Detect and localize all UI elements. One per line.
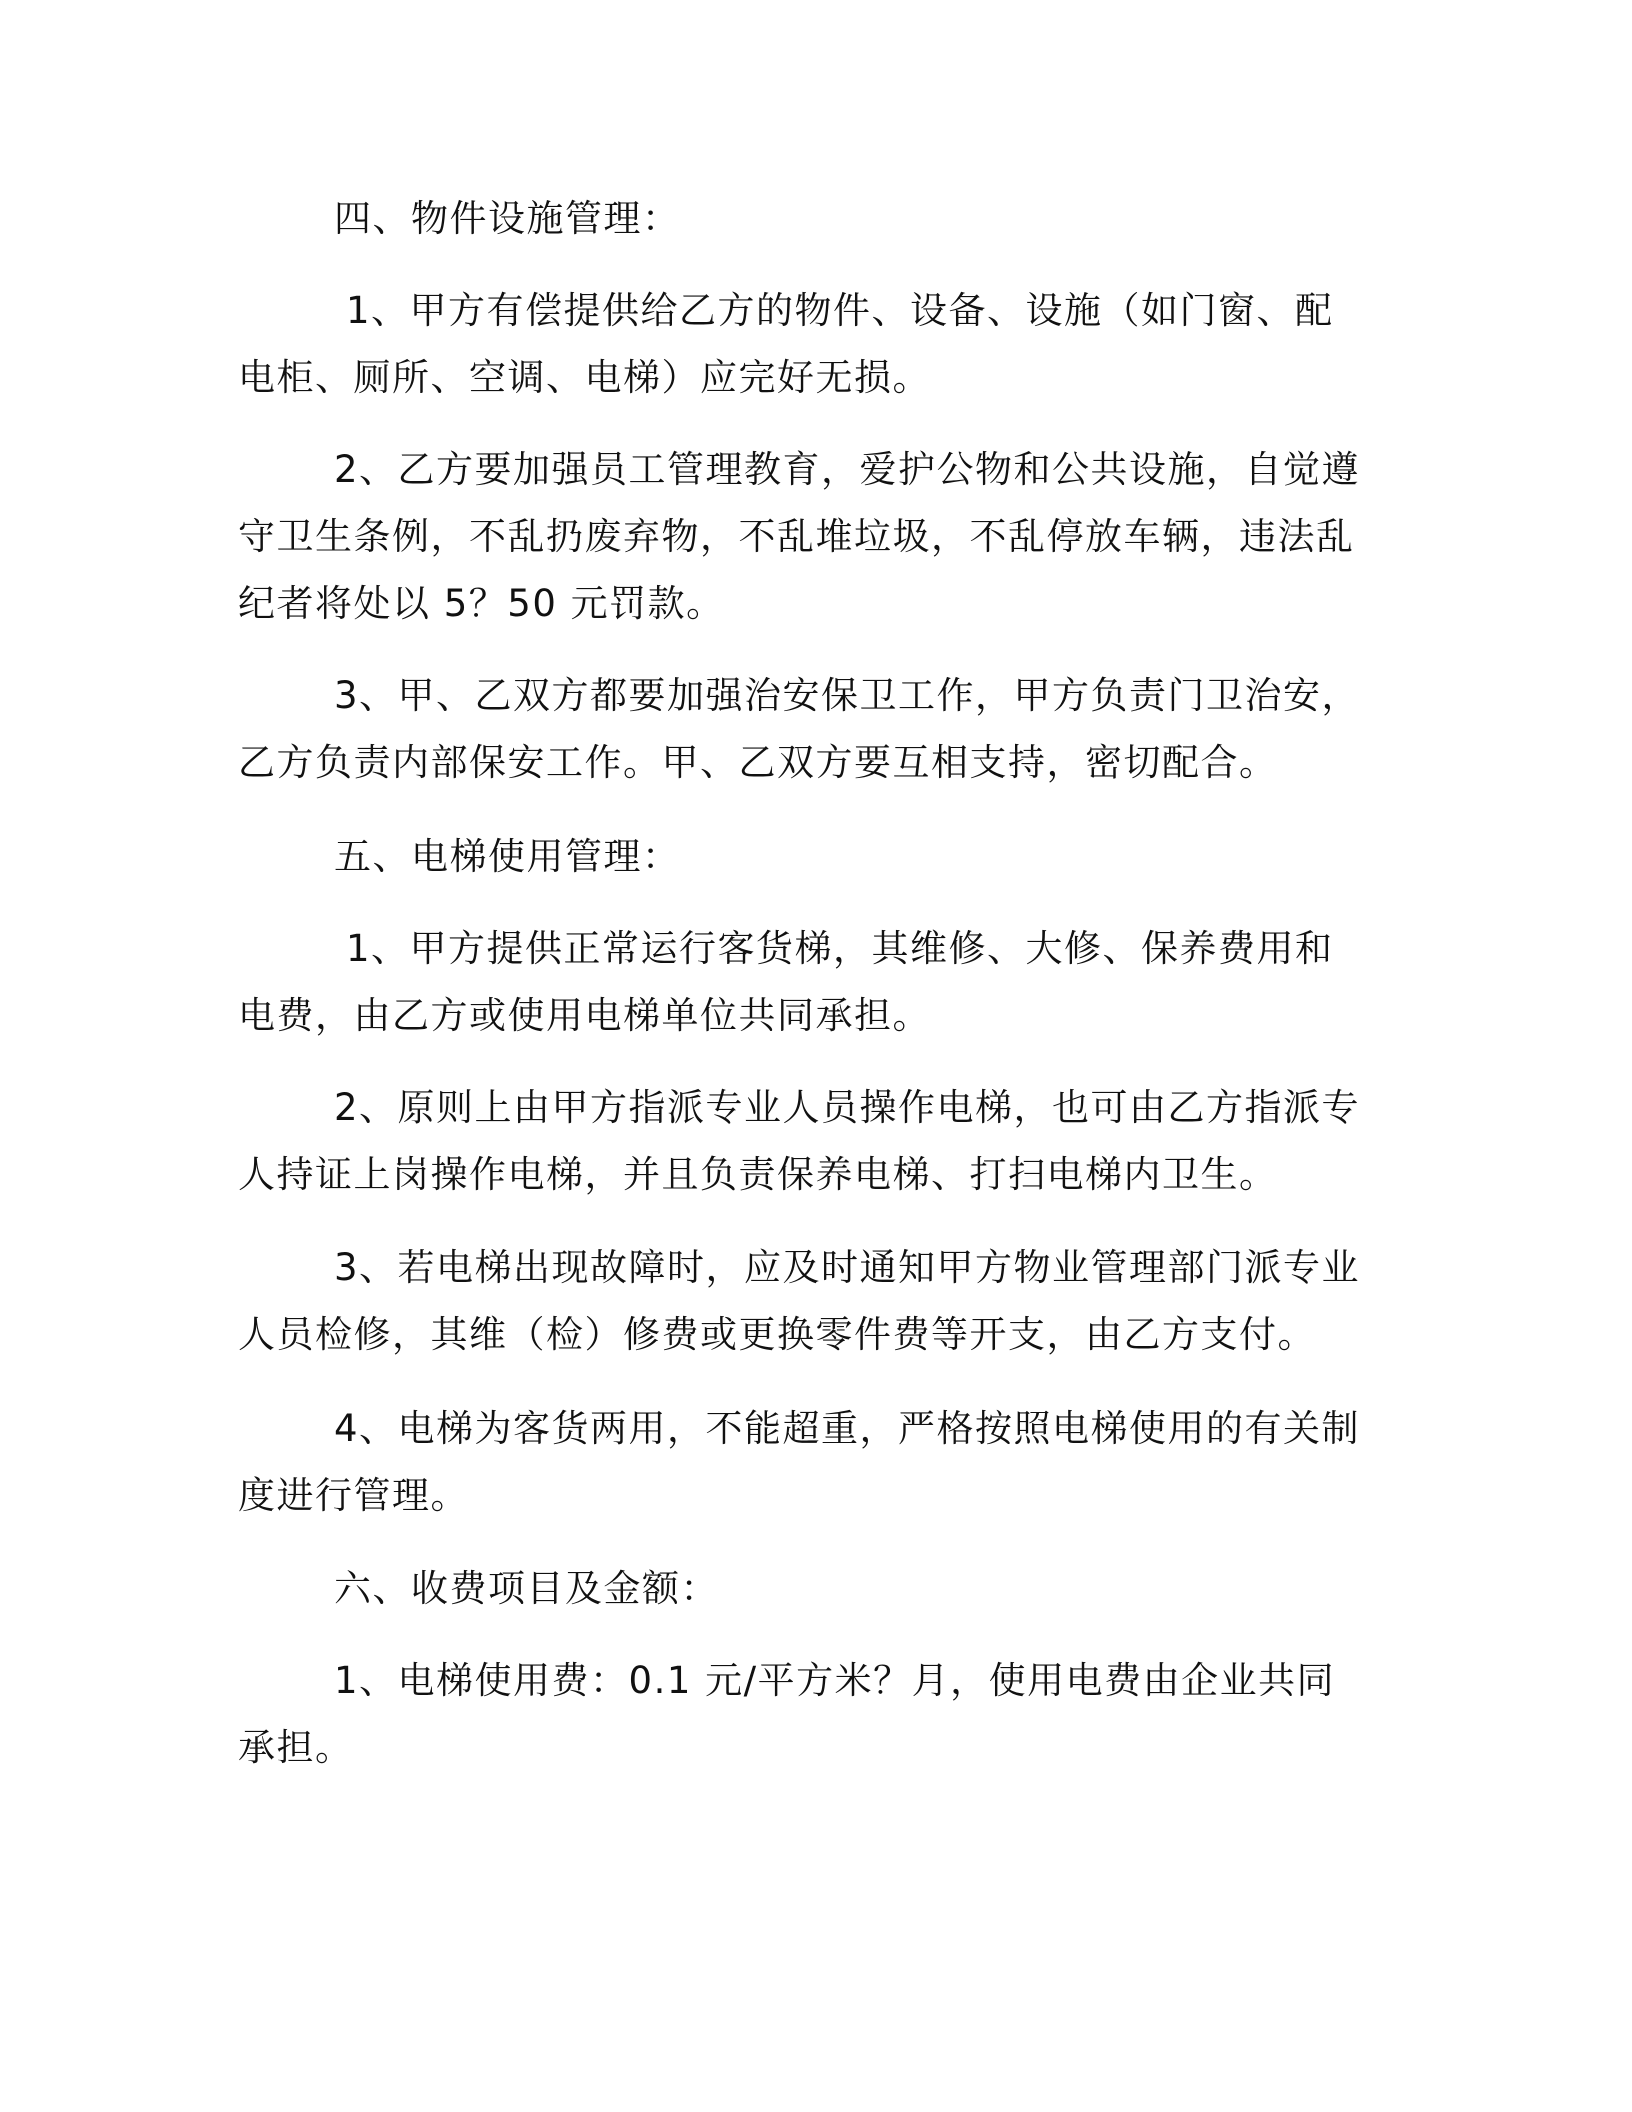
paragraph-elevator-4: 4、电梯为客货两用，不能超重，严格按照电梯使用的有关制度进行管理。 — [238, 1407, 1361, 1517]
paragraph-fees-1: 1、电梯使用费：0.1 元/平方米？月，使用电费由企业共同承担。 — [238, 1659, 1336, 1769]
paragraph-facilities-3: 3、甲、乙双方都要加强治安保卫工作，甲方负责门卫治安，乙方负责内部保安工作。甲、乙双方要互相支持，密切配合。 — [238, 674, 1361, 784]
paragraph-facilities-1: 1、甲方有偿提供给乙方的物件、设备、设施（如门窗、配电柜、厕所、空调、电梯）应完好无损。 — [238, 289, 1334, 399]
paragraph-elevator-1: 1、甲方提供正常运行客货梯，其维修、大修、保养费用和电费，由乙方或使用电梯单位共同承担。 — [238, 927, 1334, 1037]
section-heading-facilities: 四、物件设施管理： — [334, 197, 681, 240]
paragraph-elevator-2: 2、原则上由甲方指派专业人员操作电梯，也可由乙方指派专人持证上岗操作电梯，并且负责保养电梯、打扫电梯内卫生。 — [238, 1086, 1361, 1196]
section-heading-fees: 六、收费项目及金额： — [334, 1567, 719, 1610]
section-heading-elevator: 五、电梯使用管理： — [334, 835, 681, 878]
document-page — [238, 0, 1363, 2112]
paragraph-elevator-3: 3、若电梯出现故障时，应及时通知甲方物业管理部门派专业人员检修，其维（检）修费或更换零件费等开支，由乙方支付。 — [238, 1246, 1361, 1356]
paragraph-facilities-2: 2、乙方要加强员工管理教育，爱护公物和公共设施，自觉遵守卫生条例，不乱扔废弃物，不乱堆垃圾，不乱停放车辆，违法乱纪者将处以 5？50 元罚款。 — [238, 448, 1361, 625]
